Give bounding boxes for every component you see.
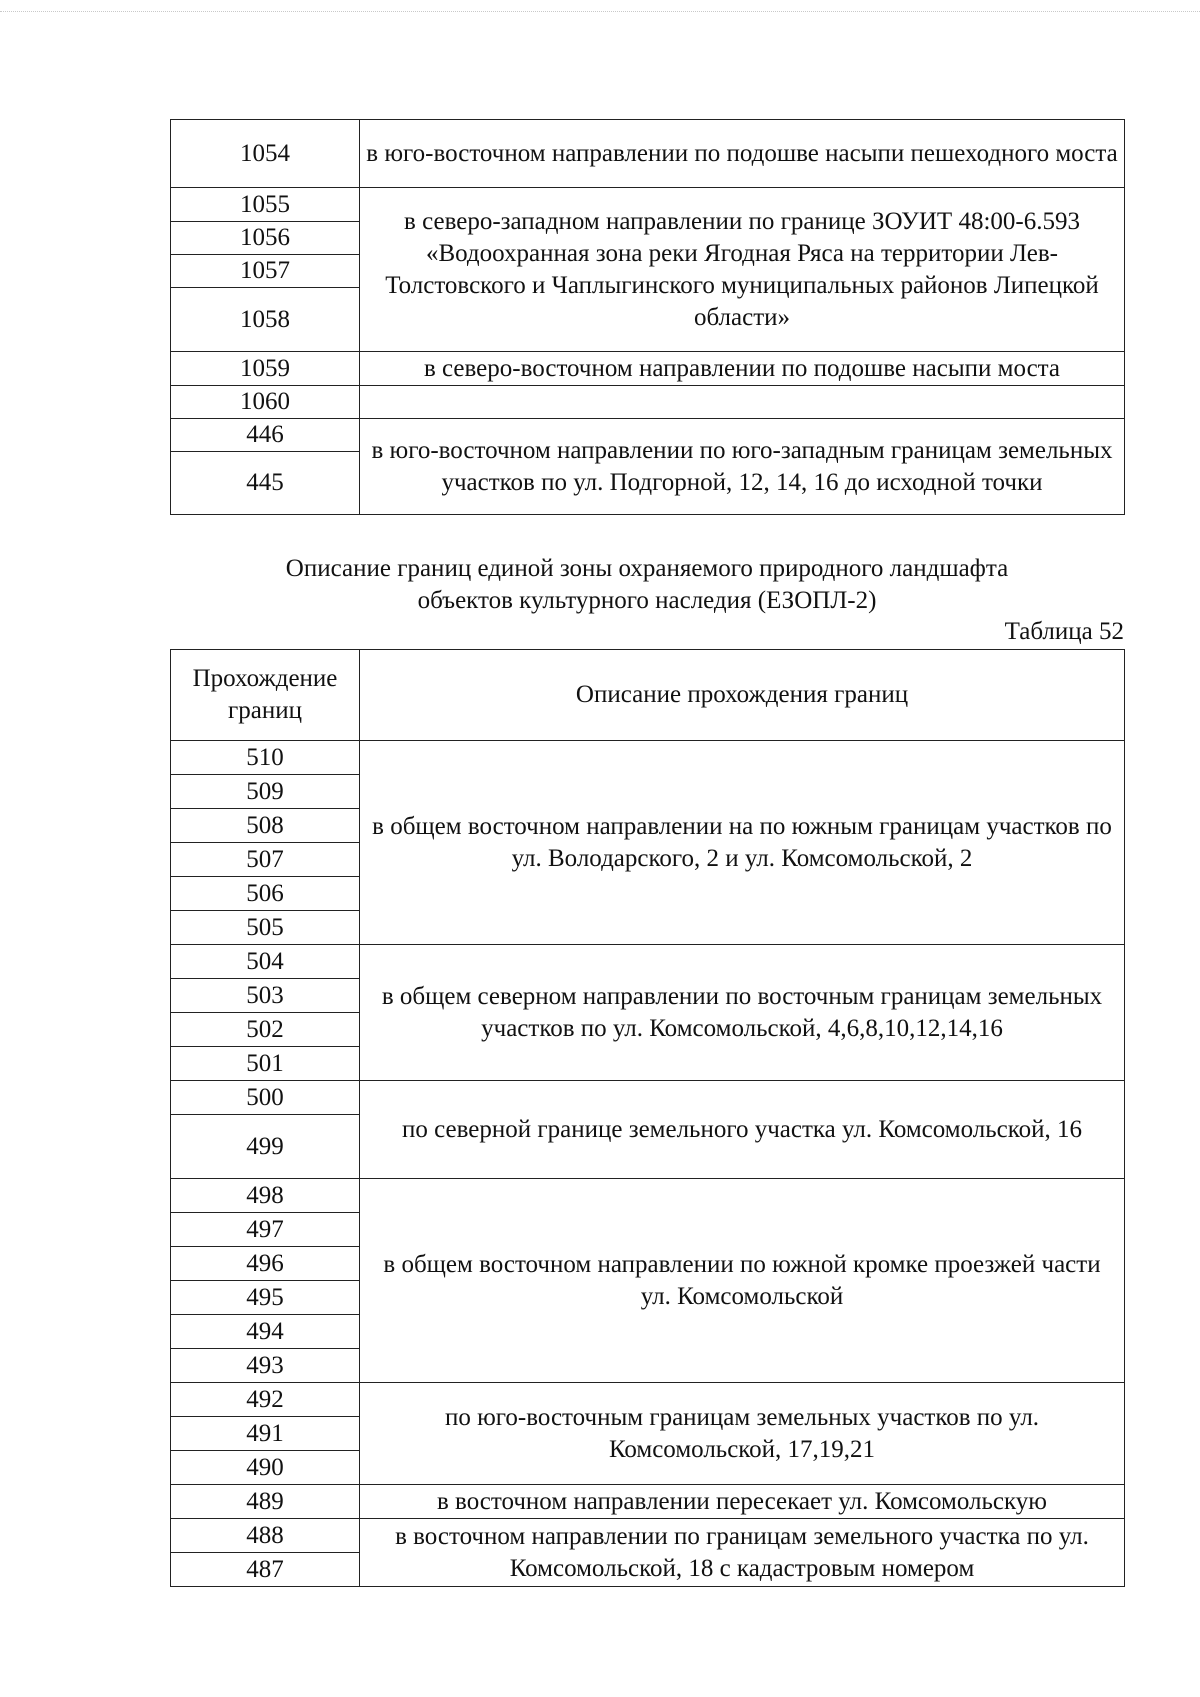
table-row xyxy=(171,741,1125,775)
point-number: 493 xyxy=(171,1349,360,1383)
point-number: 489 xyxy=(171,1485,360,1519)
boundary-description: по северной границе земельного участка ул. Комсомольской, 16 xyxy=(360,1081,1125,1179)
table-row xyxy=(171,1485,1125,1519)
table-row xyxy=(171,1081,1125,1115)
boundary-description: в восточном направлении пересекает ул. Комсомольскую xyxy=(360,1485,1125,1519)
boundary-description: в общем восточном направлении на по южным границам участков по ул. Володарского, 2 и ул. Комсомольской, 2 xyxy=(360,741,1125,945)
point-number: 495 xyxy=(171,1281,360,1315)
table-number: Таблица 52 xyxy=(1004,618,1124,645)
table-row xyxy=(171,945,1125,979)
point-number: 1057 xyxy=(171,255,360,288)
scan-edge-line xyxy=(0,11,1200,12)
table-row xyxy=(171,386,1125,419)
point-number: 499 xyxy=(171,1115,360,1179)
boundary-description: в северо-восточном направлении по подошве насыпи моста xyxy=(360,352,1125,386)
point-number: 510 xyxy=(171,741,360,775)
caption-line-1: Описание границ единой зоны охраняемого природного ландшафта xyxy=(285,555,1009,582)
boundary-description: в общем северном направлении по восточным границам земельных участков по ул. Комсомольской, 4,6,8,10,12,14,16 xyxy=(360,945,1125,1081)
boundary-table-upper xyxy=(170,119,1125,515)
point-number: 1059 xyxy=(171,352,360,386)
caption-line-2: объектов культурного наследия (ЕЗОПЛ-2) xyxy=(417,587,877,614)
point-number: 507 xyxy=(171,843,360,877)
header-row xyxy=(171,650,1125,741)
point-number: 1055 xyxy=(171,188,360,222)
table-row xyxy=(171,419,1125,452)
point-number: 1058 xyxy=(171,288,360,352)
boundary-description: в юго-восточном направлении по юго-западным границам земельных участков по ул. Подгорной, 12, 14, 16 до исходной точки xyxy=(360,419,1125,515)
boundary-description: в восточном направлении по границам земельного участка по ул. Комсомольской, 18 с кадастровым номером xyxy=(360,1519,1125,1587)
point-number: 445 xyxy=(171,452,360,515)
point-number: 496 xyxy=(171,1247,360,1281)
point-number: 488 xyxy=(171,1519,360,1553)
point-number: 504 xyxy=(171,945,360,979)
table-row xyxy=(171,188,1125,222)
point-number: 497 xyxy=(171,1213,360,1247)
table-row xyxy=(171,1179,1125,1213)
point-number: 1054 xyxy=(171,120,360,188)
point-number: 502 xyxy=(171,1013,360,1047)
point-number: 498 xyxy=(171,1179,360,1213)
point-number: 501 xyxy=(171,1047,360,1081)
point-number: 446 xyxy=(171,419,360,452)
table-row xyxy=(171,120,1125,188)
column-header-points: Прохождение границ xyxy=(171,650,360,741)
point-number: 494 xyxy=(171,1315,360,1349)
point-number: 500 xyxy=(171,1081,360,1115)
point-number: 503 xyxy=(171,979,360,1013)
table-row xyxy=(171,1383,1125,1417)
boundary-description xyxy=(360,386,1125,419)
point-number: 1056 xyxy=(171,222,360,255)
point-number: 508 xyxy=(171,809,360,843)
boundary-description: в юго-восточном направлении по подошве насыпи пешеходного моста xyxy=(360,120,1125,188)
point-number: 491 xyxy=(171,1417,360,1451)
point-number: 492 xyxy=(171,1383,360,1417)
boundary-description: по юго-восточным границам земельных участков по ул. Комсомольской, 17,19,21 xyxy=(360,1383,1125,1485)
point-number: 505 xyxy=(171,911,360,945)
boundary-table-lower xyxy=(170,649,1125,1587)
point-number: 1060 xyxy=(171,386,360,419)
table-row xyxy=(171,1519,1125,1553)
point-number: 506 xyxy=(171,877,360,911)
table-caption xyxy=(170,553,1124,617)
point-number: 509 xyxy=(171,775,360,809)
table-row xyxy=(171,352,1125,386)
boundary-description: в общем восточном направлении по южной кромке проезжей части ул. Комсомольской xyxy=(360,1179,1125,1383)
column-header-description: Описание прохождения границ xyxy=(360,650,1125,741)
point-number: 487 xyxy=(171,1553,360,1587)
boundary-description: в северо-западном направлении по границе ЗОУИТ 48:00-6.593 «Водоохранная зона реки Ягодная Ряса на территории Лев-Толстовского и Чаплыгинского муниципальных районов Липецкой области» xyxy=(360,188,1125,352)
point-number: 490 xyxy=(171,1451,360,1485)
